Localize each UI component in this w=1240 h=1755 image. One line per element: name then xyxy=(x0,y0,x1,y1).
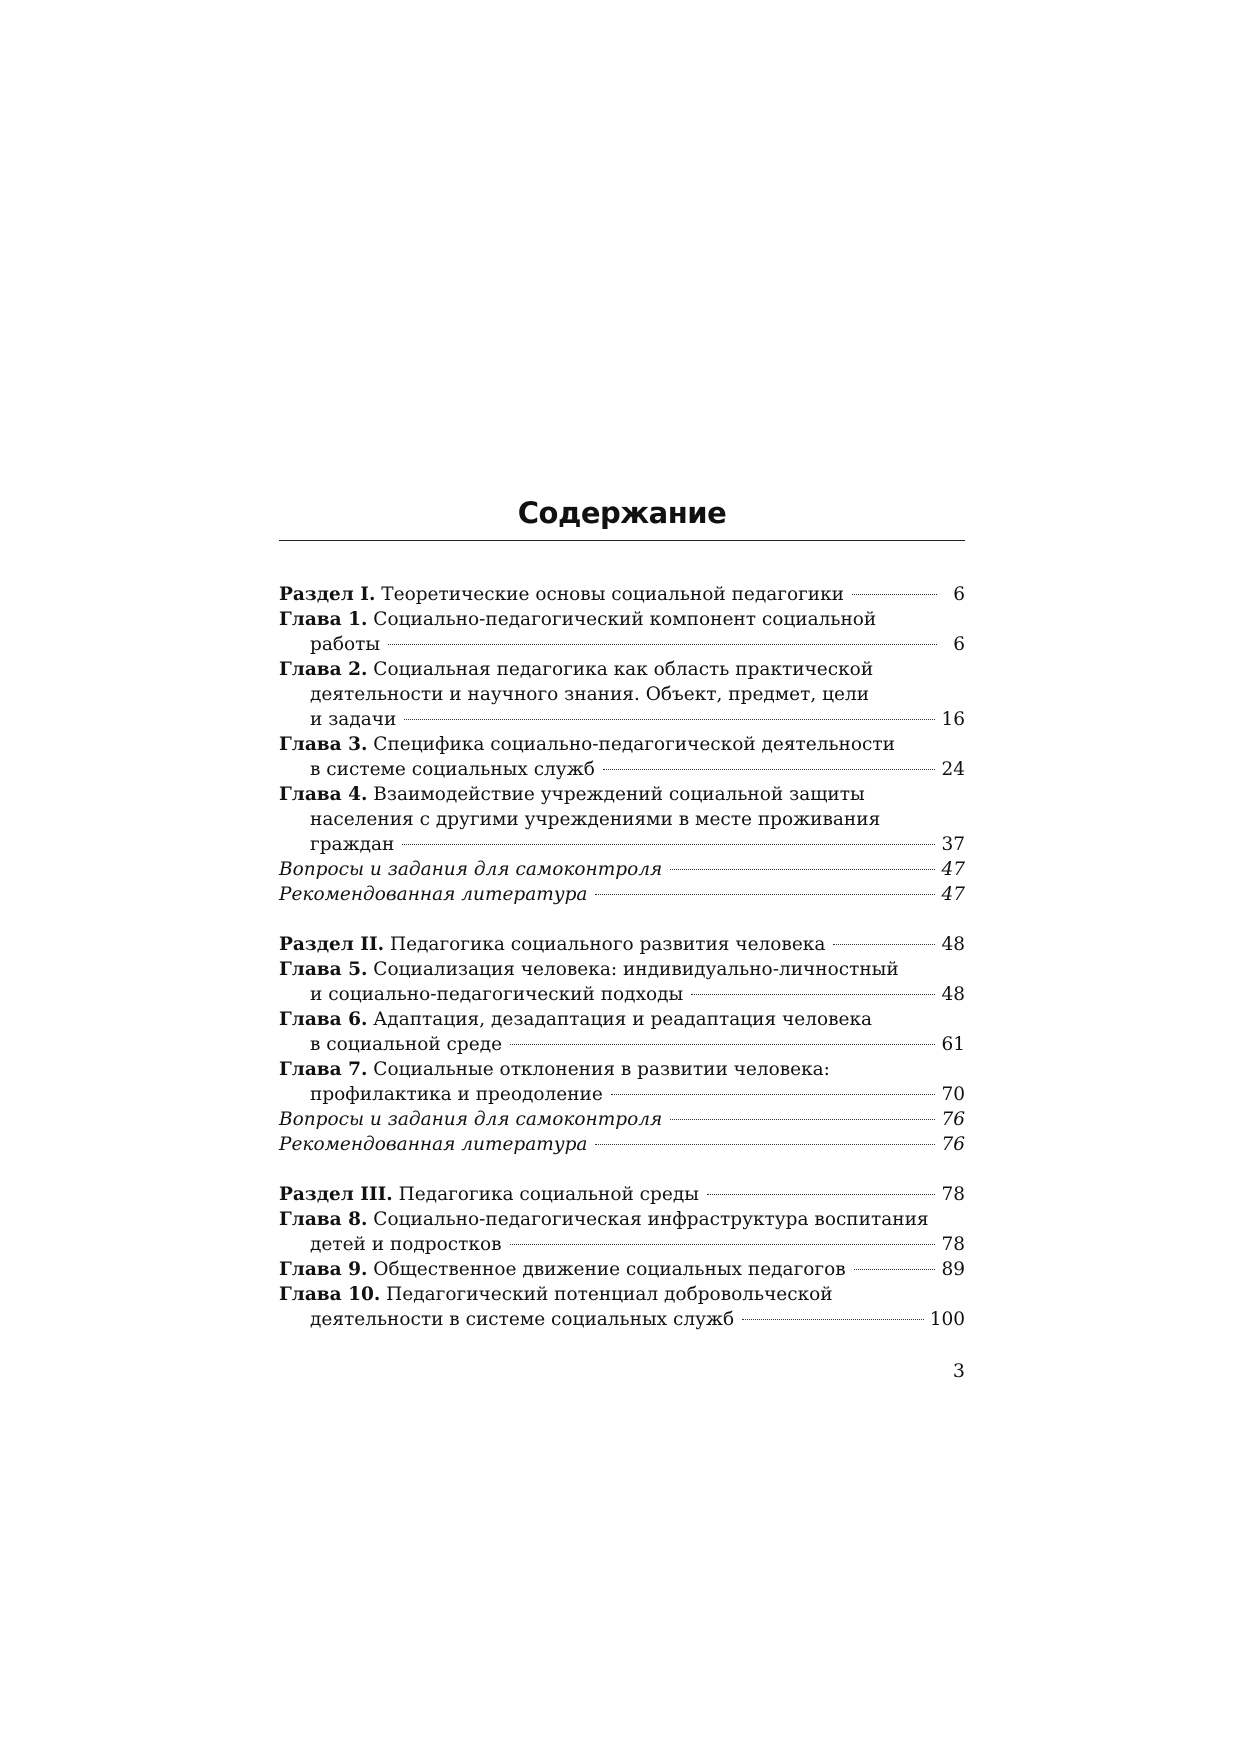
toc-entry-title: и задачи xyxy=(310,709,397,730)
toc-entry-title: Вопросы и задания для самоконтроля xyxy=(279,1109,663,1130)
toc-entry-prefix: Раздел III. xyxy=(279,1184,393,1205)
dot-leader xyxy=(833,944,935,945)
toc-entry-line xyxy=(279,1007,965,1032)
toc-entry-page: 89 xyxy=(941,1259,965,1280)
toc-entry-line xyxy=(279,707,965,732)
toc-entry[interactable] xyxy=(279,782,965,857)
toc-entry-line xyxy=(279,807,965,832)
toc-entry-page: 37 xyxy=(941,834,965,855)
toc-entry[interactable] xyxy=(279,1257,965,1282)
toc-entry-line xyxy=(279,632,965,657)
toc-entry-prefix: Глава 8. xyxy=(279,1209,368,1230)
dot-leader xyxy=(691,994,935,995)
toc-entry-line xyxy=(279,1032,965,1057)
dot-leader xyxy=(402,844,935,845)
toc-entry-prefix: Глава 4. xyxy=(279,784,368,805)
toc-entry-title: Рекомендованная литература xyxy=(279,1134,588,1155)
dot-leader xyxy=(388,644,937,645)
toc-entry-title: деятельности в системе социальных служб xyxy=(310,1309,735,1330)
dot-leader xyxy=(670,869,935,870)
toc-entry-title: населения с другими учреждениями в месте проживания xyxy=(310,809,881,830)
dot-leader xyxy=(595,894,935,895)
dot-leader xyxy=(670,1119,935,1120)
toc-entry-title: работы xyxy=(310,634,381,655)
toc-entry-line xyxy=(279,982,965,1007)
toc-entry-title: Специфика социально-педагогической деятельности xyxy=(373,734,895,755)
toc-entry-page: 24 xyxy=(941,759,965,780)
title-divider xyxy=(279,540,965,541)
table-of-contents xyxy=(279,582,965,1357)
toc-entry-title: Педагогический потенциал добровольческой xyxy=(386,1284,833,1305)
toc-entry-title: Социализация человека: индивидуально-личностный xyxy=(373,959,899,980)
toc-entry-line xyxy=(279,882,965,907)
toc-entry-line xyxy=(279,657,965,682)
toc-entry-title: Общественное движение социальных педагогов xyxy=(373,1259,846,1280)
toc-entry-title: профилактика и преодоление xyxy=(310,1084,603,1105)
toc-entry[interactable] xyxy=(279,1207,965,1257)
toc-entry[interactable] xyxy=(279,1132,965,1157)
toc-entry-prefix: Глава 1. xyxy=(279,609,368,630)
toc-entry-page: 6 xyxy=(953,584,965,605)
toc-entry-title: и социально-педагогический подходы xyxy=(310,984,684,1005)
toc-entry[interactable] xyxy=(279,582,965,607)
toc-entry-line xyxy=(279,1182,965,1207)
toc-section xyxy=(279,1182,965,1332)
toc-entry[interactable] xyxy=(279,1107,965,1132)
toc-entry-line xyxy=(279,1207,965,1232)
toc-entry[interactable] xyxy=(279,932,965,957)
toc-entry-line xyxy=(279,1232,965,1257)
dot-leader xyxy=(852,594,937,595)
toc-entry-line xyxy=(279,1307,965,1332)
dot-leader xyxy=(603,769,936,770)
dot-leader xyxy=(404,719,935,720)
toc-entry-page: 78 xyxy=(941,1184,965,1205)
toc-entry-title: в системе социальных служб xyxy=(310,759,595,780)
toc-entry-line xyxy=(279,957,965,982)
toc-entry-line xyxy=(279,582,965,607)
toc-entry-prefix: Глава 7. xyxy=(279,1059,368,1080)
toc-entry[interactable] xyxy=(279,1007,965,1057)
toc-entry-page: 70 xyxy=(941,1084,965,1105)
toc-entry-title: Теоретические основы социальной педагогики xyxy=(381,584,845,605)
toc-entry-line xyxy=(279,1082,965,1107)
toc-entry-title: Социально-педагогическая инфраструктура воспитания xyxy=(373,1209,929,1230)
toc-section xyxy=(279,582,965,907)
dot-leader xyxy=(707,1194,936,1195)
dot-leader xyxy=(854,1269,936,1270)
toc-entry[interactable] xyxy=(279,882,965,907)
toc-entry[interactable] xyxy=(279,657,965,732)
toc-section xyxy=(279,932,965,1157)
toc-entry-page: 16 xyxy=(941,709,965,730)
toc-entry-title: деятельности и научного знания. Объект, предмет, цели xyxy=(310,684,870,705)
toc-entry-line xyxy=(279,1257,965,1282)
dot-leader xyxy=(742,1319,924,1320)
page-number: 3 xyxy=(952,1360,965,1382)
toc-entry-title: Социальные отклонения в развитии человека: xyxy=(373,1059,830,1080)
toc-entry-prefix: Глава 10. xyxy=(279,1284,381,1305)
toc-entry-page: 76 xyxy=(941,1134,965,1155)
toc-entry-page: 47 xyxy=(941,859,965,880)
toc-entry-page: 48 xyxy=(941,934,965,955)
toc-entry-line xyxy=(279,1282,965,1307)
toc-entry-title: Социальная педагогика как область практической xyxy=(373,659,874,680)
toc-entry-title: Социально-педагогический компонент социальной xyxy=(373,609,877,630)
toc-entry-line xyxy=(279,682,965,707)
toc-entry-title: в социальной среде xyxy=(310,1034,503,1055)
toc-entry-prefix: Раздел I. xyxy=(279,584,376,605)
toc-entry-prefix: Глава 9. xyxy=(279,1259,368,1280)
toc-entry-line xyxy=(279,1132,965,1157)
dot-leader xyxy=(510,1244,936,1245)
dot-leader xyxy=(595,1144,935,1145)
toc-entry-prefix: Глава 5. xyxy=(279,959,368,980)
toc-entry-title: Взаимодействие учреждений социальной защиты xyxy=(373,784,865,805)
toc-entry-line xyxy=(279,857,965,882)
toc-entry-page: 76 xyxy=(941,1109,965,1130)
toc-entry-title: Педагогика социальной среды xyxy=(398,1184,699,1205)
toc-entry[interactable] xyxy=(279,607,965,657)
toc-entry-line xyxy=(279,1057,965,1082)
toc-entry-prefix: Глава 2. xyxy=(279,659,368,680)
toc-entry-title: Педагогика социального развития человека xyxy=(389,934,826,955)
toc-entry-line xyxy=(279,607,965,632)
toc-entry[interactable] xyxy=(279,1182,965,1207)
toc-entry-title: Вопросы и задания для самоконтроля xyxy=(279,859,663,880)
toc-entry[interactable] xyxy=(279,1282,965,1332)
toc-entry-title: граждан xyxy=(310,834,395,855)
toc-entry[interactable] xyxy=(279,957,965,1007)
toc-entry[interactable] xyxy=(279,1057,965,1107)
toc-entry-line xyxy=(279,782,965,807)
toc-entry-page: 6 xyxy=(953,634,965,655)
toc-entry-title: Рекомендованная литература xyxy=(279,884,588,905)
toc-entry-page: 48 xyxy=(941,984,965,1005)
toc-entry-prefix: Глава 3. xyxy=(279,734,368,755)
toc-entry-page: 47 xyxy=(941,884,965,905)
toc-entry[interactable] xyxy=(279,732,965,782)
toc-entry-title: Адаптация, дезадаптация и реадаптация человека xyxy=(373,1009,873,1030)
toc-entry-line xyxy=(279,932,965,957)
dot-leader xyxy=(611,1094,936,1095)
page-title: Содержание xyxy=(517,496,727,530)
dot-leader xyxy=(510,1044,935,1045)
toc-entry-page: 100 xyxy=(929,1309,965,1330)
toc-entry-prefix: Глава 6. xyxy=(279,1009,368,1030)
toc-entry-line xyxy=(279,732,965,757)
toc-entry-line xyxy=(279,757,965,782)
toc-entry-line xyxy=(279,1107,965,1132)
toc-entry-page: 78 xyxy=(941,1234,965,1255)
toc-entry-page: 61 xyxy=(941,1034,965,1055)
toc-entry-line xyxy=(279,832,965,857)
toc-entry[interactable] xyxy=(279,857,965,882)
toc-entry-title: детей и подростков xyxy=(310,1234,502,1255)
toc-entry-prefix: Раздел II. xyxy=(279,934,385,955)
